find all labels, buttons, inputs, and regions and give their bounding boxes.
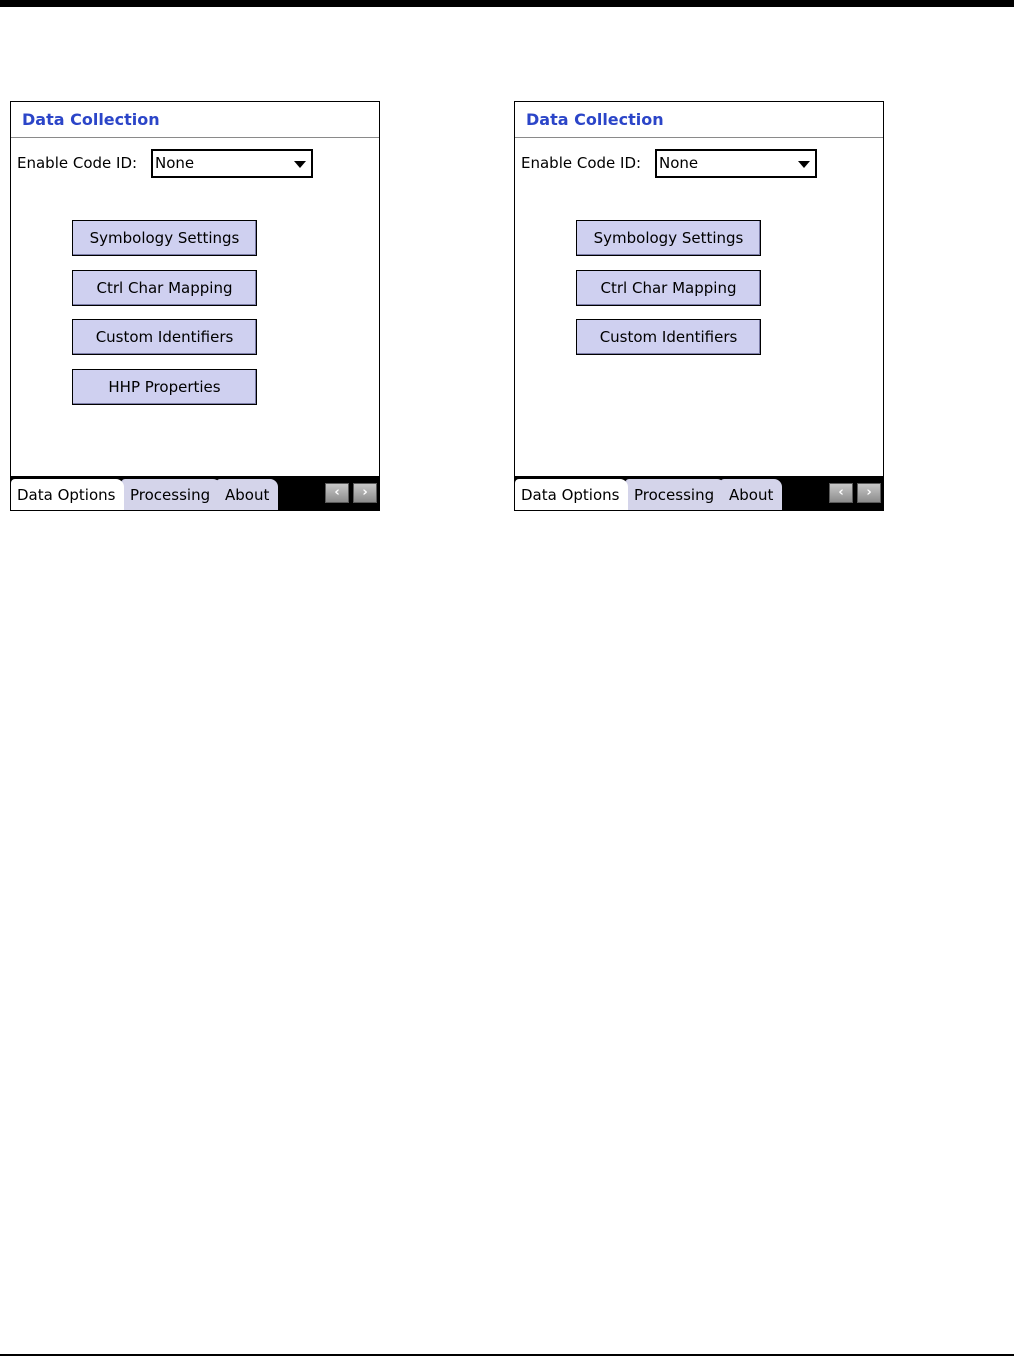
data-collection-screen-2 [514,101,884,511]
tab-bar [11,476,379,511]
enable-code-id-label: Enable Code ID: [17,154,138,172]
symbology-settings-button[interactable]: Symbology Settings [72,220,257,256]
title-bar [11,102,379,138]
dropdown-arrow-icon[interactable] [294,161,306,168]
custom-identifiers-button[interactable]: Custom Identifiers [72,319,257,355]
chevron-right-icon[interactable]: › [857,483,881,503]
page-title: Data Collection [22,110,160,129]
chevron-left-icon[interactable]: ‹ [325,483,349,503]
title-bar [515,102,883,138]
tab-about[interactable]: About [216,479,278,511]
enable-code-id-dropdown[interactable] [151,149,313,178]
tab-data-options[interactable]: Data Options [11,479,124,511]
tab-about[interactable]: About [720,479,782,511]
ctrl-char-mapping-button[interactable]: Ctrl Char Mapping [72,270,257,306]
enable-code-id-dropdown[interactable] [655,149,817,178]
enable-code-id-label: Enable Code ID: [521,154,642,172]
page-bottom-rule [0,1354,1014,1356]
chevron-left-icon[interactable]: ‹ [829,483,853,503]
tab-processing[interactable]: Processing [625,479,725,511]
chevron-right-icon[interactable]: › [353,483,377,503]
symbology-settings-button[interactable]: Symbology Settings [576,220,761,256]
hhp-properties-button[interactable]: HHP Properties [72,369,257,405]
tab-data-options[interactable]: Data Options [515,479,628,511]
dropdown-arrow-icon[interactable] [798,161,810,168]
dropdown-value: None [155,154,195,172]
tab-bar [515,476,883,511]
custom-identifiers-button[interactable]: Custom Identifiers [576,319,761,355]
tab-processing[interactable]: Processing [121,479,221,511]
dropdown-value: None [659,154,699,172]
data-collection-screen-1 [10,101,380,511]
ctrl-char-mapping-button[interactable]: Ctrl Char Mapping [576,270,761,306]
page-title: Data Collection [526,110,664,129]
page-top-rule [0,0,1014,7]
